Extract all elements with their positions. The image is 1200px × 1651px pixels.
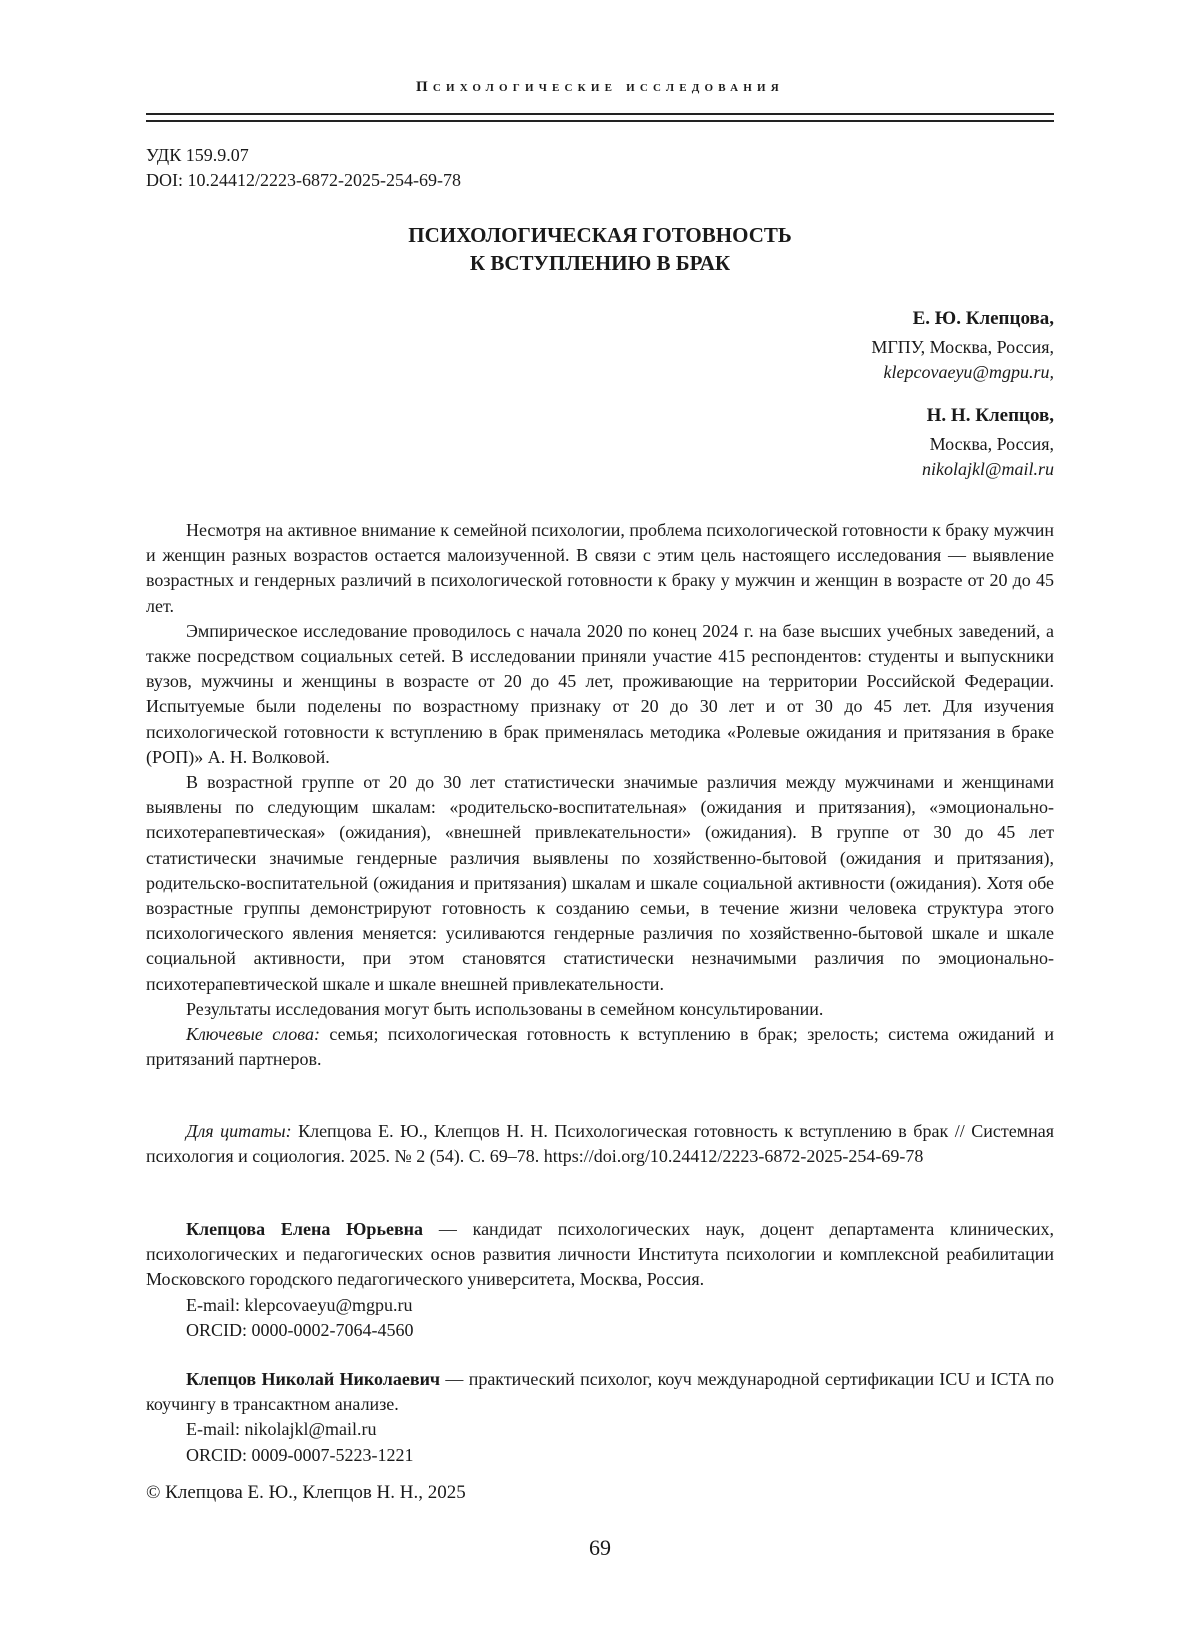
title-line-1: ПСИХОЛОГИЧЕСКАЯ ГОТОВНОСТЬ — [408, 223, 792, 247]
abstract-paragraph: Эмпирическое исследование проводилось с начала 2020 по конец 2024 г. на базе высших учебных заведений, а также посредством социальных сетей. В исследовании приняли участие 415 респондентов: студенты и выпускники вузов, мужчины и женщины в возрасте от 20 до 45 лет, проживающие на территории Российской Федерации. Испытуемые были поделены по возрастному признаку от 20 до 30 лет и от 30 до 45 лет. Для изучения психологической готовности к вступлению в брак применялась методика «Ролевые ожидания и притязания в браке (РОП)» А. Н. Волковой. — [146, 620, 1054, 767]
keywords — [146, 1022, 1054, 1072]
bio-orcid: ORCID: 0000-0002-7064-4560 — [186, 1319, 414, 1340]
keywords-text: семья; психологическая готовность к вступлению в брак; зрелость; система ожиданий и притязаний партнеров. — [146, 1024, 1054, 1070]
doi: DOI: 10.24412/2223-6872-2025-254-69-78 — [146, 170, 461, 190]
bio-orcid: ORCID: 0009-0007-5223-1221 — [186, 1444, 414, 1465]
page-number: 69 — [589, 1535, 611, 1560]
citation-label: Для цитаты: — [186, 1121, 292, 1141]
author-bio — [146, 1217, 1054, 1343]
abstract — [146, 518, 1054, 1072]
udk-code: УДК 159.9.07 — [146, 145, 249, 165]
bio-paragraph — [146, 1367, 1054, 1417]
citation-paragraph — [146, 1119, 1054, 1169]
author-email[interactable]: klepcovaeyu@mgpu.ru, — [883, 362, 1054, 382]
article-meta — [146, 143, 461, 193]
author-email[interactable]: nikolajkl@mail.ru — [921, 459, 1054, 479]
author-name: Н. Н. Клепцов, — [926, 405, 1054, 426]
author-name: Е. Ю. Клепцова, — [912, 308, 1054, 329]
author — [871, 306, 1054, 385]
abstract-paragraph: В возрастной группе от 20 до 30 лет статистически значимые различия между мужчинами и женщинами выявлены по следующим шкалам: «родительско-воспитательная» (ожидания и притязания), «эмоционально-психотерапевтическая» (ожидания), «внешней привлекательности» (ожидания). В группе от 30 до 45 лет статистически значимые гендерные различия выявлены по хозяйственно-бытовой (ожидания и притязания), родительско-воспитательной (ожидания и притязания) шкалам и шкале социальной активности (ожидания). Хотя обе возрастные группы демонстрируют готовность к созданию семьи, в течение жизни человека структура этого психологического явления меняется: усиливаются гендерные различия по хозяйственно-бытовой шкале и шкале социальной активности, при этом становятся статистически незначимыми различия по эмоционально-психотерапевтической шкале и шкале внешней привлекательности. — [146, 772, 1054, 994]
author-bio — [146, 1367, 1054, 1468]
bio-name: Клепцова Елена Юрьевна — [186, 1219, 424, 1239]
header-rule-top — [146, 113, 1054, 115]
copyright: © Клепцова Е. Ю., Клепцов Н. Н., 2025 — [146, 1482, 466, 1503]
abstract-paragraph: Результаты исследования могут быть использованы в семейном консультировании. — [186, 998, 824, 1019]
header-rule-bottom — [146, 120, 1054, 122]
author — [871, 403, 1054, 482]
keywords-label: Ключевые слова: — [186, 1024, 320, 1045]
citation-text: Клепцова Е. Ю., Клепцов Н. Н. Психологическая готовность к вступлению в брак // Системная психология и социология. 2025. № 2 (54). С. 69–78. https://doi.org/10.24412/2223-6872-2025-254-69-78 — [146, 1121, 1054, 1167]
citation — [146, 1119, 1054, 1169]
running-head: Психологические исследования — [416, 79, 784, 95]
bio-email[interactable]: E-mail: klepcovaeyu@mgpu.ru — [186, 1294, 413, 1315]
author-affiliation: Москва, Россия, — [929, 434, 1054, 454]
authors-block — [871, 306, 1054, 482]
author-bios — [146, 1217, 1054, 1468]
bio-email[interactable]: E-mail: nikolajkl@mail.ru — [186, 1419, 377, 1440]
article-title — [146, 221, 1054, 277]
title-line-2: К ВСТУПЛЕНИЮ В БРАК — [469, 251, 731, 275]
bio-text: — кандидат психологических наук, доцент департамента клинических, психологических и педагогических основ развития личности Института психологии и комплексной реабилитации Московского городского педагогического университета, Москва, Россия. — [146, 1219, 1054, 1290]
abstract-paragraph: Несмотря на активное внимание к семейной психологии, проблема психологической готовности к браку мужчин и женщин разных возрастов остается малоизученной. В связи с этим цель настоящего исследования — выявление возрастных и гендерных различий в психологической готовности к браку у мужчин и женщин в возрасте от 20 до 45 лет. — [146, 520, 1054, 616]
bio-text: — практический психолог, коуч международной сертификации ICU и ICTA по коучингу в трансактном анализе. — [146, 1369, 1054, 1415]
author-affiliation: МГПУ, Москва, Россия, — [871, 337, 1054, 357]
bio-name: Клепцов Николай Николаевич — [186, 1369, 441, 1390]
bio-paragraph — [146, 1217, 1054, 1293]
